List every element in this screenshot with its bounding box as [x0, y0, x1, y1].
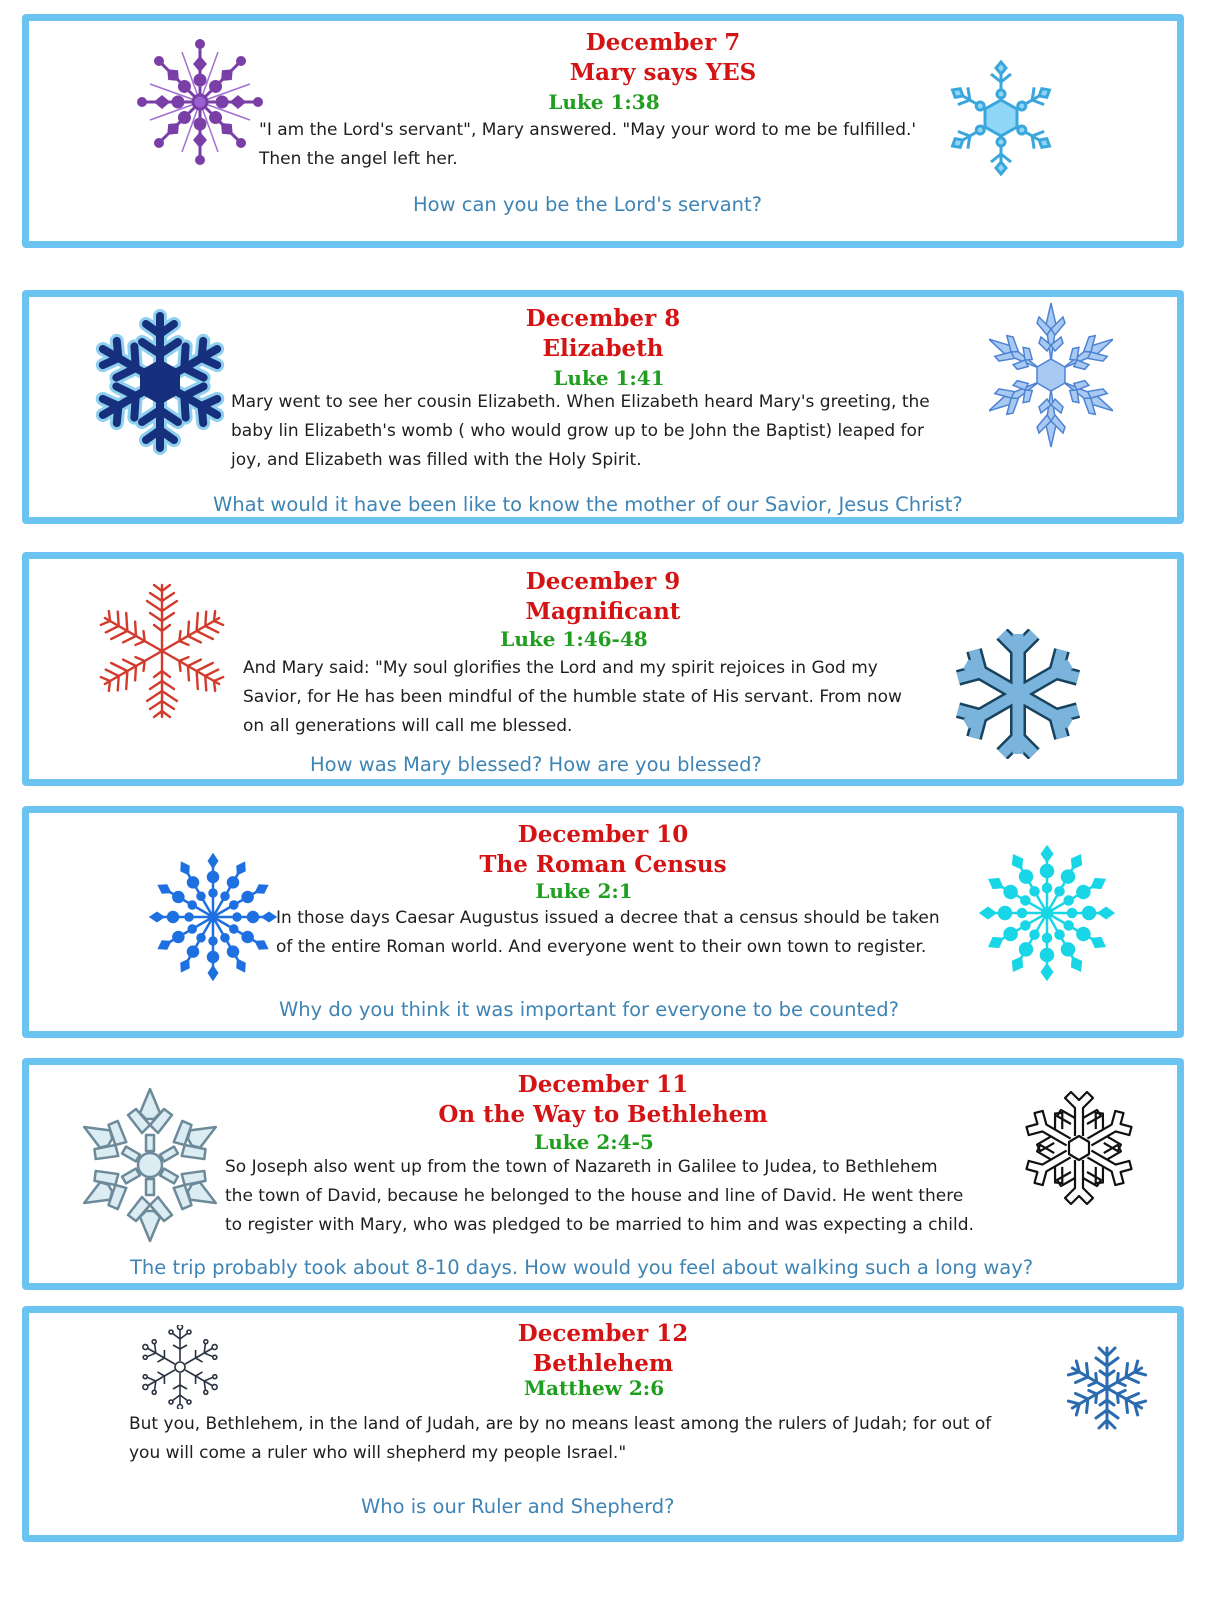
scripture-reference: Luke 1:38 [548, 90, 660, 114]
advent-card-dec-9 [22, 552, 1184, 786]
verse-line: of the entire Roman world. And everyone went to their own town to register. [276, 937, 927, 957]
crystal-snowflake-icon [989, 301, 1113, 449]
verse-line: And Mary said: "My soul glorifies the Lord and my spirit rejoices in God my [243, 658, 878, 678]
verse-text [231, 388, 930, 475]
verse-line: to register with Mary, who was pledged to be married to him and was expecting a child. [225, 1215, 974, 1235]
card-title: On the Way to Bethlehem [438, 1101, 768, 1128]
advent-card-dec-12 [22, 1306, 1184, 1542]
pale-snowflake-icon [65, 1085, 235, 1245]
outline-snowflake-icon [1009, 1085, 1149, 1211]
scripture-reference: Matthew 2:6 [523, 1376, 665, 1400]
purple-snowflake-icon [133, 35, 267, 169]
blue-snowflake-icon [147, 853, 279, 981]
red-snowflake-icon [87, 583, 237, 719]
card-title: The Roman Census [479, 851, 727, 878]
verse-line: In those days Caesar Augustus issued a decree that a census should be taken [276, 908, 940, 928]
verse-text [129, 1410, 991, 1468]
verse-text [243, 654, 902, 741]
verse-line: baby lin Elizabeth's womb ( who would grow up to be John the Baptist) leaped for [231, 421, 924, 441]
dark-blue-snowflake-icon [1063, 1343, 1151, 1433]
verse-line: joy, and Elizabeth was filled with the Holy Spirit. [231, 450, 642, 470]
light-blue-snowflake-icon [947, 59, 1055, 177]
verse-text [225, 1153, 974, 1240]
advent-card-dec-8 [22, 290, 1184, 524]
card-date: December 10 [517, 821, 689, 848]
card-date: December 12 [517, 1320, 689, 1347]
reflection-question: How can you be the Lord's servant? [413, 193, 763, 216]
advent-card-dec-11 [22, 1058, 1184, 1290]
reflection-question: The trip probably took about 8-10 days. How would you feel about walking such a long way? [130, 1256, 1034, 1279]
card-title: Mary says YES [569, 59, 757, 86]
scripture-reference: Luke 2:4-5 [534, 1130, 654, 1154]
verse-line: Then the angel left her. [259, 149, 458, 169]
reflection-question: How was Mary blessed? How are you blessed? [310, 753, 762, 776]
verse-line: So Joseph also went up from the town of Nazareth in Galilee to Judea, to Bethlehem [225, 1157, 938, 1177]
verse-line: you will come a ruler who will shepherd my people Israel." [129, 1443, 627, 1463]
verse-line: But you, Bethlehem, in the land of Judah, are by no means least among the rulers of Judah; for out of [129, 1414, 992, 1434]
verse-text [259, 116, 916, 174]
verse-line: the town of David, because he belonged to the house and line of David. He went there [225, 1186, 964, 1206]
card-date: December 11 [517, 1071, 689, 1098]
scripture-reference: Luke 2:1 [535, 879, 633, 903]
scripture-reference: Luke 1:41 [553, 366, 665, 390]
verse-line: Mary went to see her cousin Elizabeth. When Elizabeth heard Mary's greeting, the [231, 392, 930, 412]
reflection-question: What would it have been like to know the mother of our Savior, Jesus Christ? [213, 493, 963, 516]
card-date: December 8 [525, 305, 681, 332]
verse-line: Savior, for He has been mindful of the humble state of His servant. From now [243, 687, 902, 707]
card-title: Elizabeth [542, 335, 664, 362]
advent-card-dec-10 [22, 806, 1184, 1038]
advent-card-dec-7 [22, 14, 1184, 248]
scripture-reference: Luke 1:46-48 [500, 627, 648, 651]
verse-line: on all generations will call me blessed. [243, 716, 573, 736]
reflection-question: Why do you think it was important for everyone to be counted? [279, 998, 899, 1021]
card-title: Bethlehem [532, 1350, 674, 1377]
verse-line: "I am the Lord's servant", Mary answered. "May your word to me be fulfilled.' [259, 120, 917, 140]
steel-blue-snowflake-icon [945, 629, 1091, 759]
card-date: December 7 [585, 29, 741, 56]
card-title: Magnificant [525, 598, 681, 625]
verse-text [276, 904, 940, 962]
navy-snowflake-icon [87, 307, 233, 457]
reflection-question: Who is our Ruler and Shepherd? [361, 1495, 675, 1518]
cyan-snowflake-icon [977, 845, 1117, 981]
sketch-snowflake-icon [135, 1325, 225, 1409]
card-date: December 9 [525, 568, 681, 595]
